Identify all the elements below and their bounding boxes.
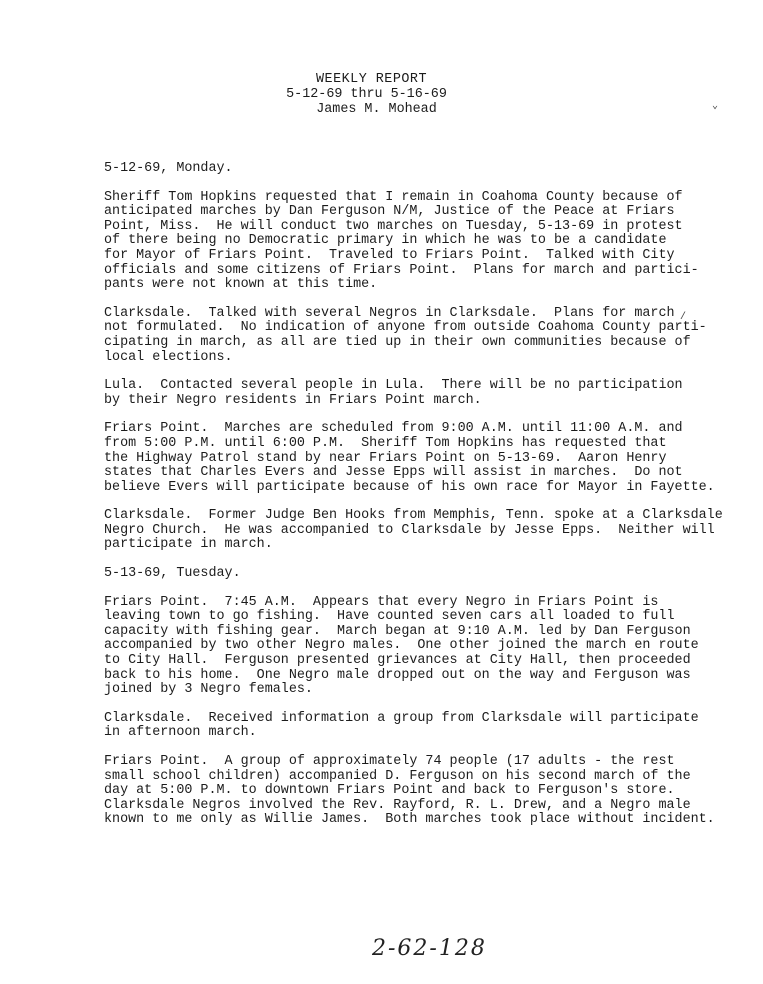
text-line: of there being no Democratic primary in which he was to be a candidate xyxy=(104,233,667,249)
text-line: pants were not known at this time. xyxy=(104,277,378,293)
text-line: day at 5:00 P.M. to downtown Friars Point and back to Ferguson's store. xyxy=(104,783,675,799)
report-header xyxy=(0,72,763,117)
paragraph-friars-point-1 xyxy=(104,421,715,495)
text-line: not formulated. No indication of anyone from outside Coahoma County parti- xyxy=(104,320,707,336)
text-line: states that Charles Evers and Jesse Epps will assist in marches. Do not xyxy=(104,465,683,481)
text-line: officials and some citizens of Friars Point. Plans for march and partici- xyxy=(104,262,699,278)
text-line: Friars Point. 7:45 A.M. Appears that every Negro in Friars Point is xyxy=(104,594,659,610)
text-line: participate in march. xyxy=(104,537,273,553)
text-line: anticipated marches by Dan Ferguson N/M, Justice of the Peace at Friars xyxy=(104,204,675,220)
handwritten-file-number: 2-62-128 xyxy=(372,936,487,961)
margin-mark: / xyxy=(680,312,687,323)
text-line: joined by 3 Negro females. xyxy=(104,682,313,698)
margin-mark: ⌄ xyxy=(712,101,719,112)
text-line: for Mayor of Friars Point. Traveled to Friars Point. Talked with City xyxy=(104,247,675,263)
text-line: the Highway Patrol stand by near Friars Point on 5-13-69. Aaron Henry xyxy=(104,450,667,466)
report-date-range: 5-12-69 thru 5-16-69 xyxy=(286,87,447,102)
text-line: back to his home. One Negro male dropped out on the way and Ferguson was xyxy=(104,667,691,683)
text-line: accompanied by two other Negro males. One other joined the march en route xyxy=(104,638,699,654)
date-heading: 5-12-69, Monday. xyxy=(104,161,233,176)
text-line: to City Hall. Ferguson presented grievances at City Hall, then proceeded xyxy=(104,653,691,669)
text-line: known to me only as Willie James. Both marches took place without incident. xyxy=(104,812,715,828)
paragraph-friars-point-2 xyxy=(104,594,699,698)
text-line: by their Negro residents in Friars Point march. xyxy=(104,392,482,408)
text-line: local elections. xyxy=(104,349,233,365)
text-line: believe Evers will participate because of his own race for Mayor in Fayette. xyxy=(104,479,715,495)
text-line: Sheriff Tom Hopkins requested that I remain in Coahoma County because of xyxy=(104,189,683,205)
report-author: James M. Mohead xyxy=(316,102,437,117)
text-line: Point, Miss. He will conduct two marches on Tuesday, 5-13-69 in protest xyxy=(104,218,683,234)
date-heading: 5-13-69, Tuesday. xyxy=(104,566,241,582)
text-line: cipating in march, as all are tied up in their own communities because of xyxy=(104,334,691,350)
text-line: Clarksdale. Received information a group from Clarksdale will participate xyxy=(104,710,699,726)
paragraph-lula xyxy=(104,379,684,408)
text-line: Friars Point. A group of approximately 74 people (17 adults - the rest xyxy=(104,754,675,769)
paragraph-sheriff-request xyxy=(104,189,699,293)
paragraph-clarksdale-1 xyxy=(104,305,707,365)
paragraph-friars-point-3 xyxy=(104,754,715,828)
paragraph-clarksdale-3 xyxy=(104,710,699,741)
text-line: from 5:00 P.M. until 6:00 P.M. Sheriff Tom Hopkins has requested that xyxy=(104,435,667,451)
paragraph-clarksdale-2 xyxy=(104,508,723,553)
text-line: Clarksdale. Former Judge Ben Hooks from Memphis, Tenn. spoke at a Clarksdale xyxy=(104,508,723,524)
text-line: Clarksdale. Talked with several Negros in Clarksdale. Plans for march xyxy=(104,305,675,321)
text-line: Negro Church. He was accompanied to Clarksdale by Jesse Epps. Neither will xyxy=(104,522,715,538)
report-body xyxy=(104,161,723,828)
text-line: Friars Point. Marches are scheduled from 9:00 A.M. until 11:00 A.M. and xyxy=(104,421,683,437)
text-line: Lula. Contacted several people in Lula. There will be no participation xyxy=(104,378,683,394)
text-line: in afternoon march. xyxy=(104,725,257,741)
text-line: small school children) accompanied D. Ferguson on his second march of the xyxy=(104,768,691,784)
report-title: WEEKLY REPORT xyxy=(316,72,427,87)
text-line: Clarksdale Negros involved the Rev. Rayford, R. L. Drew, and a Negro male xyxy=(104,797,691,813)
text-line: leaving town to go fishing. Have counted seven cars all loaded to full xyxy=(104,609,675,625)
text-line: capacity with fishing gear. March began at 9:10 A.M. led by Dan Ferguson xyxy=(104,623,691,639)
